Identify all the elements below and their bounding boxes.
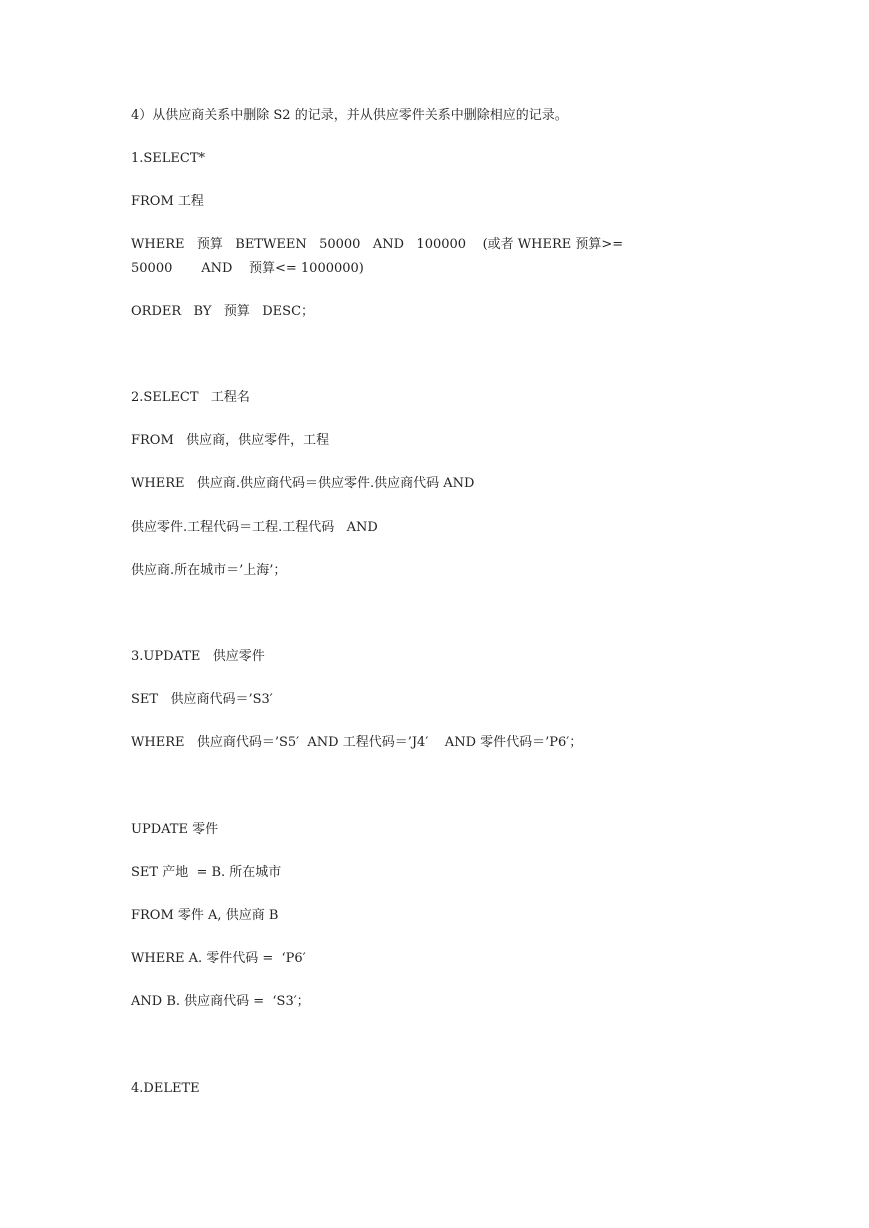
sql-line: SET 产地 = B. 所在城市: [131, 865, 282, 880]
sql-line: 供应零件.工程代码＝工程.工程代码 AND: [131, 520, 378, 535]
sql-line: ORDER BY 预算 DESC；: [131, 304, 315, 319]
sql-line: 50000 AND 预算<= 1000000): [131, 261, 364, 276]
sql-line: WHERE A. 零件代码 = ‘P6′: [131, 951, 306, 966]
sql-line: UPDATE 零件: [131, 822, 219, 837]
sql-line: SET 供应商代码＝’S3′: [131, 692, 273, 707]
sql-line: 3.UPDATE 供应零件: [131, 649, 265, 664]
sql-line: FROM 供应商，供应零件，工程: [131, 433, 330, 448]
sql-line: 供应商.所在城市＝’上海’；: [131, 563, 287, 578]
sql-line: 4.DELETE: [131, 1081, 200, 1096]
task-statement: 4）从供应商关系中删除 S2 的记录，并从供应零件关系中删除相应的记录。: [131, 108, 568, 123]
sql-line: WHERE 供应商.供应商代码＝供应零件.供应商代码 AND: [131, 476, 475, 491]
sql-line: WHERE 预算 BETWEEN 50000 AND 100000 (或者 WHERE 预算>=: [131, 237, 624, 252]
sql-line: 2.SELECT 工程名: [131, 390, 250, 405]
sql-line: FROM 零件 A, 供应商 B: [131, 908, 279, 923]
sql-line: FROM 工程: [131, 194, 204, 209]
sql-line: AND B. 供应商代码 = ‘S3′；: [131, 994, 310, 1009]
sql-line: WHERE 供应商代码＝’S5′ AND 工程代码＝’J4′ AND 零件代码＝’P6′；: [131, 735, 583, 750]
sql-line: 1.SELECT*: [131, 151, 206, 166]
